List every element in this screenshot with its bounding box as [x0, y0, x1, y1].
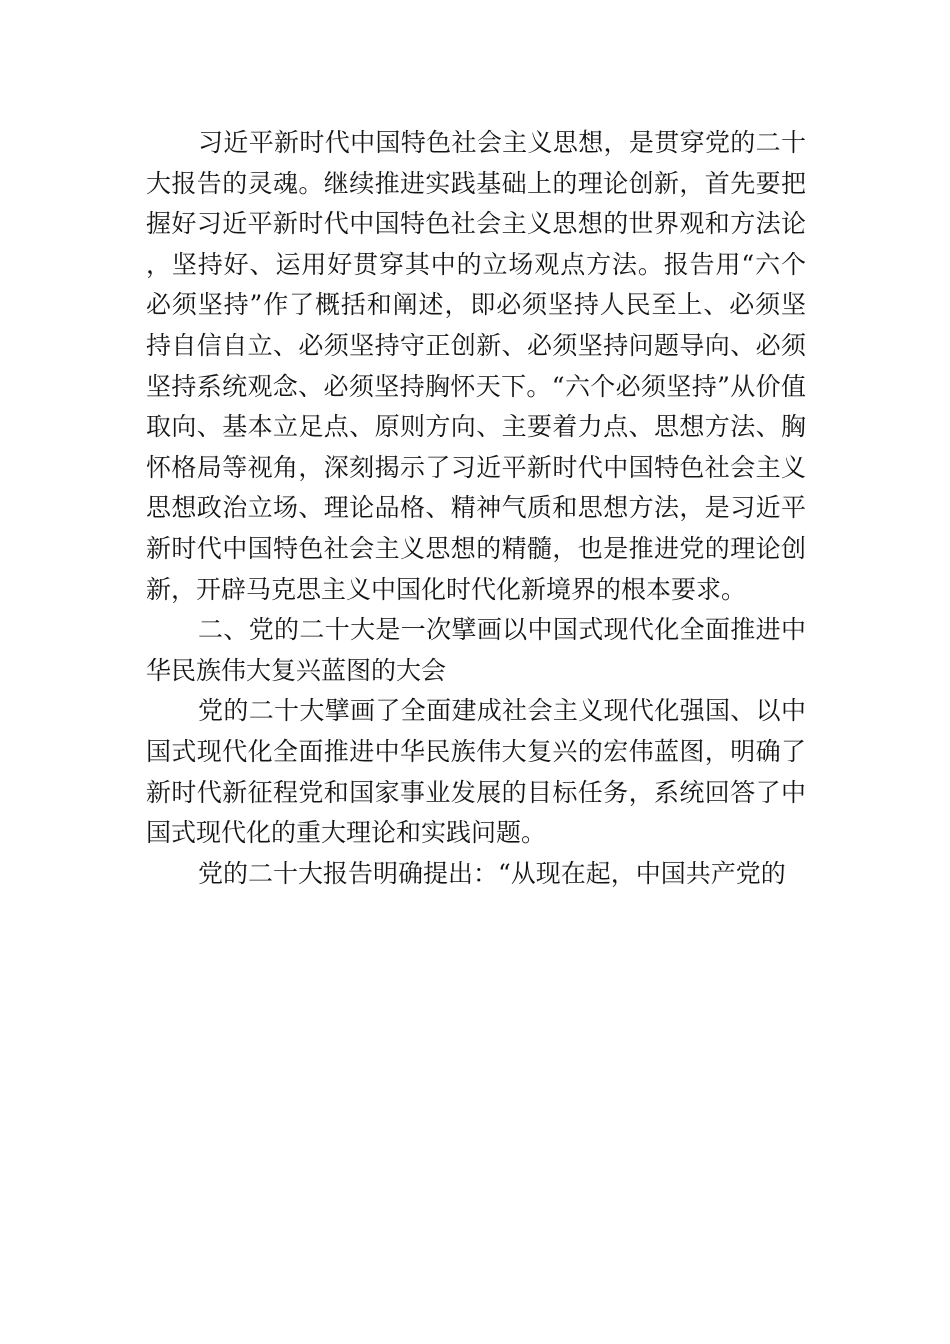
section-heading-two: 二、党的二十大是一次擘画以中国式现代化全面推进中华民族伟大复兴蓝图的大会	[146, 615, 806, 685]
document-page	[146, 123, 806, 894]
body-paragraph-blueprint: 党的二十大擘画了全面建成社会主义现代化强国、以中国式现代化全面推进中华民族伟大复兴的宏伟蓝图，明确了新时代新征程党和国家事业发展的目标任务，系统回答了中国式现代化的重大理论和实践问题。	[146, 696, 806, 848]
body-paragraph-thought: 习近平新时代中国特色社会主义思想，是贯穿党的二十大报告的灵魂。继续推进实践基础上的理论创新，首先要把握好习近平新时代中国特色社会主义思想的世界观和方法论，坚持好、运用好贯穿其中的立场观点方法。报告用“六个必须坚持”作了概括和阐述，即必须坚持人民至上、必须坚持自信自立、必须坚持守正创新、必须坚持问题导向、必须坚持系统观念、必须坚持胸怀天下。“六个必须坚持”从价值取向、基本立足点、原则方向、主要着力点、思想方法、胸怀格局等视角，深刻揭示了习近平新时代中国特色社会主义思想政治立场、理论品格、精神气质和思想方法，是习近平新时代中国特色社会主义思想的精髓，也是推进党的理论创新，开辟马克思主义中国化时代化新境界的根本要求。	[146, 128, 806, 604]
body-paragraph-report: 党的二十大报告明确提出：“从现在起，中国共产党的	[198, 858, 786, 888]
